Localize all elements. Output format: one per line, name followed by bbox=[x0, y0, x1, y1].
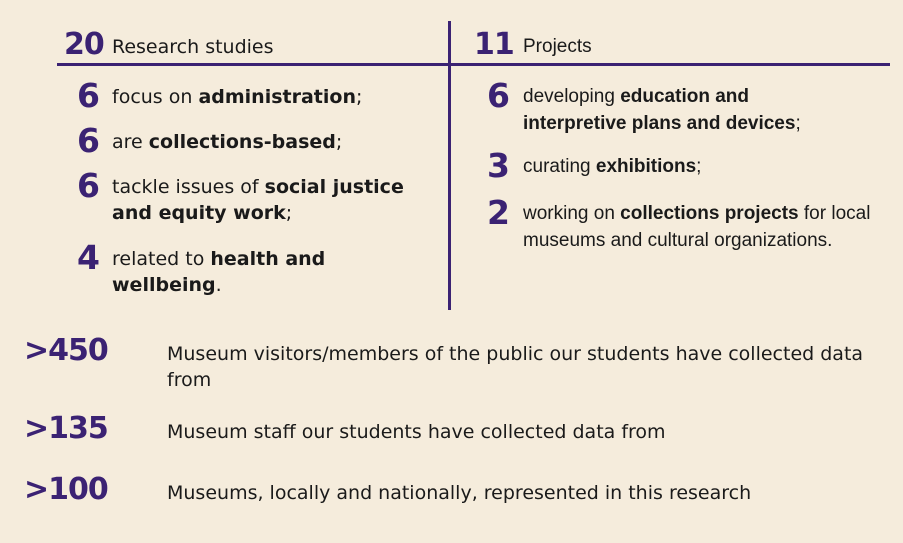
research-label: Research studies bbox=[112, 36, 274, 58]
research-count: 20 bbox=[64, 27, 104, 62]
research-item-number: 6 bbox=[77, 121, 99, 160]
stat-text: Museum staff our students have collected data from bbox=[167, 421, 666, 443]
research-item-number: 4 bbox=[77, 238, 99, 277]
stat-number: >135 bbox=[24, 411, 108, 446]
research-item-text: focus on administration; bbox=[112, 86, 363, 108]
project-item-number: 6 bbox=[487, 76, 509, 115]
stat-number: >450 bbox=[24, 333, 108, 368]
vertical-divider bbox=[448, 21, 451, 310]
stat-text: Museums, locally and nationally, represented in this research bbox=[167, 482, 752, 504]
research-item-text: are collections-based; bbox=[112, 131, 343, 153]
horizontal-divider bbox=[57, 63, 890, 66]
research-item-text: related to health and wellbeing. bbox=[112, 248, 326, 296]
project-item-text: working on collections projects for local museums and cultural organizations. bbox=[523, 203, 871, 251]
research-item-text: tackle issues of social justice and equity work; bbox=[112, 176, 404, 224]
stat-number: >100 bbox=[24, 472, 108, 507]
stat-text: Museum visitors/members of the public our students have collected data from bbox=[167, 343, 864, 391]
research-item-number: 6 bbox=[77, 76, 99, 115]
research-item-number: 6 bbox=[77, 166, 99, 205]
project-item-text: curating exhibitions; bbox=[523, 156, 702, 177]
project-item-number: 2 bbox=[487, 193, 509, 232]
project-item-text: developing education and interpretive plans and devices; bbox=[523, 86, 801, 134]
projects-count: 11 bbox=[474, 27, 514, 62]
projects-label: Projects bbox=[523, 36, 592, 57]
project-item-number: 3 bbox=[487, 146, 509, 185]
